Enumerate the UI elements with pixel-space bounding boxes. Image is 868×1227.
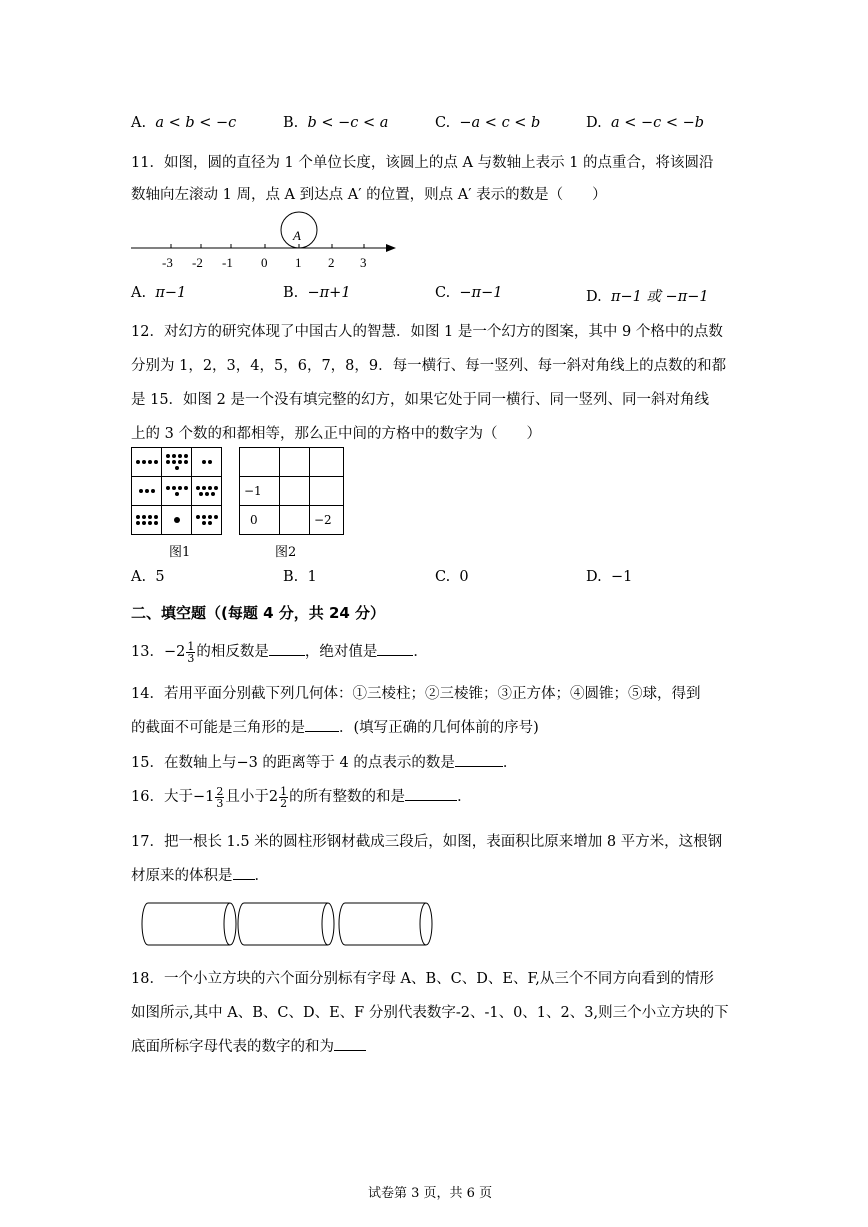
dot — [202, 460, 206, 464]
q12-option-d: D. −1 — [586, 569, 633, 585]
cylinder-segments-figure — [138, 898, 440, 950]
magic-square-fig2 — [239, 447, 344, 535]
fig2-cell: −2 — [310, 506, 344, 535]
dot — [154, 515, 158, 519]
answer-blank[interactable] — [233, 865, 255, 880]
cylinder-segment — [238, 903, 334, 945]
q12-line2: 分别为 1，2，3，4，5，6，7，8，9．每一横行、每一竖列、每一斜对角线上的点数的和都 — [131, 358, 727, 374]
dot — [136, 521, 140, 525]
q18-line3: 底面所标字母代表的数字的和为 — [131, 1035, 366, 1056]
fig1-cell — [162, 477, 192, 506]
fig2-cell — [310, 448, 344, 477]
dot — [196, 486, 200, 490]
dot — [208, 460, 212, 464]
dot — [136, 515, 140, 519]
dot-group — [136, 489, 158, 493]
dot — [208, 515, 212, 519]
q12-option-c: C. 0 — [435, 569, 469, 585]
q11-option-a: A. π−1 — [131, 285, 187, 301]
q10-option-d: D. a < −c < −b — [586, 115, 705, 131]
dot — [148, 521, 152, 525]
dot — [172, 454, 176, 458]
tick-label: -1 — [222, 255, 233, 270]
tick-label: -3 — [162, 255, 173, 270]
q11-line1: 11．如图，圆的直径为 1 个单位长度，该圆上的点 A 与数轴上表示 1 的点重合，将该圆沿 — [131, 155, 714, 171]
tick-label: -2 — [192, 255, 203, 270]
dot — [196, 515, 200, 519]
dot — [172, 486, 176, 490]
q18-line2: 如图所示,其中 A、B、C、D、E、F 分别代表数字-2、-1、0、1、2、3,则三个小立方块的下 — [131, 1005, 729, 1021]
fig1-caption: 图1 — [169, 545, 191, 560]
fig2-cell: −1 — [240, 477, 280, 506]
cylinder-segment — [142, 903, 236, 945]
tick-label: 2 — [328, 255, 335, 270]
dot — [151, 489, 155, 493]
dot — [166, 460, 170, 464]
q11-option-c: C. −π−1 — [435, 285, 503, 301]
dot — [142, 521, 146, 525]
fig1-cell — [132, 506, 162, 535]
q11-option-b: B. −π+1 — [283, 285, 351, 301]
tick-label: 1 — [295, 255, 302, 270]
q11-option-d: D. π−1 或 −π−1 — [586, 289, 709, 305]
dot — [139, 489, 143, 493]
dot-group — [196, 515, 218, 525]
q12-line1: 12．对幻方的研究体现了中国古人的智慧．如图 1 是一个幻方的图案，其中 9 个格中的点数 — [131, 324, 723, 340]
dot — [178, 454, 182, 458]
dot — [136, 460, 140, 464]
page-footer: 试卷第 3 页，共 6 页 — [368, 1186, 493, 1201]
dot — [184, 454, 188, 458]
q11-line2: 数轴向左滚动 1 周，点 A 到达点 A′ 的位置，则点 A′ 表示的数是（ ） — [131, 187, 607, 203]
q15: 15．在数轴上与−3 的距离等于 4 的点表示的数是 ． — [131, 751, 517, 772]
q16: 16．大于−1 $\frac{2}{3}$ 且小于2 $\frac{1}{2}$ 的所有整数的和是 ． — [131, 784, 472, 810]
answer-blank[interactable] — [305, 717, 339, 732]
dot — [199, 492, 203, 496]
dot — [184, 460, 188, 464]
q10-option-b: B. b < −c < a — [283, 115, 389, 131]
number-line-figure — [128, 208, 408, 270]
dot — [202, 486, 206, 490]
q12-option-b: B. 1 — [283, 569, 317, 585]
q10-option-a: A. a < b < −c — [131, 115, 237, 131]
dot-group — [196, 460, 218, 464]
fig1-cell — [162, 506, 192, 535]
dot — [208, 486, 212, 490]
fig2-cell — [280, 506, 310, 535]
answer-blank[interactable] — [334, 1036, 366, 1051]
q13: 13．−2 $\frac{1}{3}$ 的相反数是 ，绝对值是 ． — [131, 639, 428, 665]
dot — [154, 460, 158, 464]
dot — [208, 521, 212, 525]
q10-option-c: C. −a < c < b — [435, 115, 541, 131]
dot — [178, 486, 182, 490]
dot-group — [166, 517, 188, 523]
dot — [166, 454, 170, 458]
dot-group — [166, 486, 188, 496]
q17-line2: 材原来的体积是 ． — [131, 864, 269, 885]
dot-group — [136, 460, 158, 464]
fig1-cell — [162, 448, 192, 477]
q12-option-a: A. 5 — [131, 569, 165, 585]
point-a-label: A — [293, 228, 301, 243]
dot — [148, 460, 152, 464]
cylinder-segment — [339, 903, 432, 945]
dot — [214, 515, 218, 519]
dot — [174, 517, 180, 523]
dot — [202, 521, 206, 525]
dot — [211, 492, 215, 496]
q12-line3: 是 15．如图 2 是一个没有填完整的幻方，如果它处于同一横行、同一竖列、同一斜对角线 — [131, 392, 709, 408]
fig1-cell — [192, 477, 222, 506]
dot — [214, 486, 218, 490]
fig2-caption: 图2 — [275, 545, 297, 560]
dot — [175, 466, 179, 470]
q17-line1: 17．把一根长 1.5 米的圆柱形钢材截成三段后，如图，表面积比原来增加 8 平方米，这根钢 — [131, 834, 723, 850]
dot — [178, 460, 182, 464]
fig1-cell — [132, 448, 162, 477]
dot-group — [166, 454, 188, 470]
magic-square-fig1 — [131, 447, 222, 535]
dot — [142, 460, 146, 464]
fig1-cell — [192, 448, 222, 477]
dot — [175, 492, 179, 496]
dot — [145, 489, 149, 493]
fig2-cell: 0 — [240, 506, 280, 535]
answer-blank[interactable] — [405, 786, 457, 801]
dot — [148, 515, 152, 519]
fig2-cell — [310, 477, 344, 506]
dot — [184, 486, 188, 490]
dot-group — [196, 486, 218, 496]
fig1-cell — [192, 506, 222, 535]
section-title: 二、填空题（(每题 4 分，共 24 分） — [131, 604, 386, 622]
tick-label: 3 — [360, 255, 367, 270]
tick-label: 0 — [261, 255, 268, 270]
fig1-cell — [132, 477, 162, 506]
dot — [154, 521, 158, 525]
answer-blank[interactable] — [269, 641, 305, 656]
answer-blank[interactable] — [455, 752, 503, 767]
q18-line1: 18．一个小立方块的六个面分别标有字母 A、B、C、D、E、F,从三个不同方向看到的情形 — [131, 971, 714, 987]
q12-line4: 上的 3 个数的和都相等，那么正中间的方格中的数字为（ ） — [131, 426, 541, 442]
fig2-cell — [240, 448, 280, 477]
dot — [202, 515, 206, 519]
dot — [166, 486, 170, 490]
q14-line1: 14．若用平面分别截下列几何体：①三棱柱；②三棱锥；③正方体；④圆锥；⑤球，得到 — [131, 686, 701, 702]
dot — [142, 515, 146, 519]
answer-blank[interactable] — [377, 641, 413, 656]
dot-group — [136, 515, 158, 525]
fig2-cell — [280, 477, 310, 506]
dot — [205, 492, 209, 496]
dot — [172, 460, 176, 464]
fig2-cell — [280, 448, 310, 477]
q14-line2: 的截面不可能是三角形的是 ．(填写正确的几何体前的序号) — [131, 716, 539, 737]
